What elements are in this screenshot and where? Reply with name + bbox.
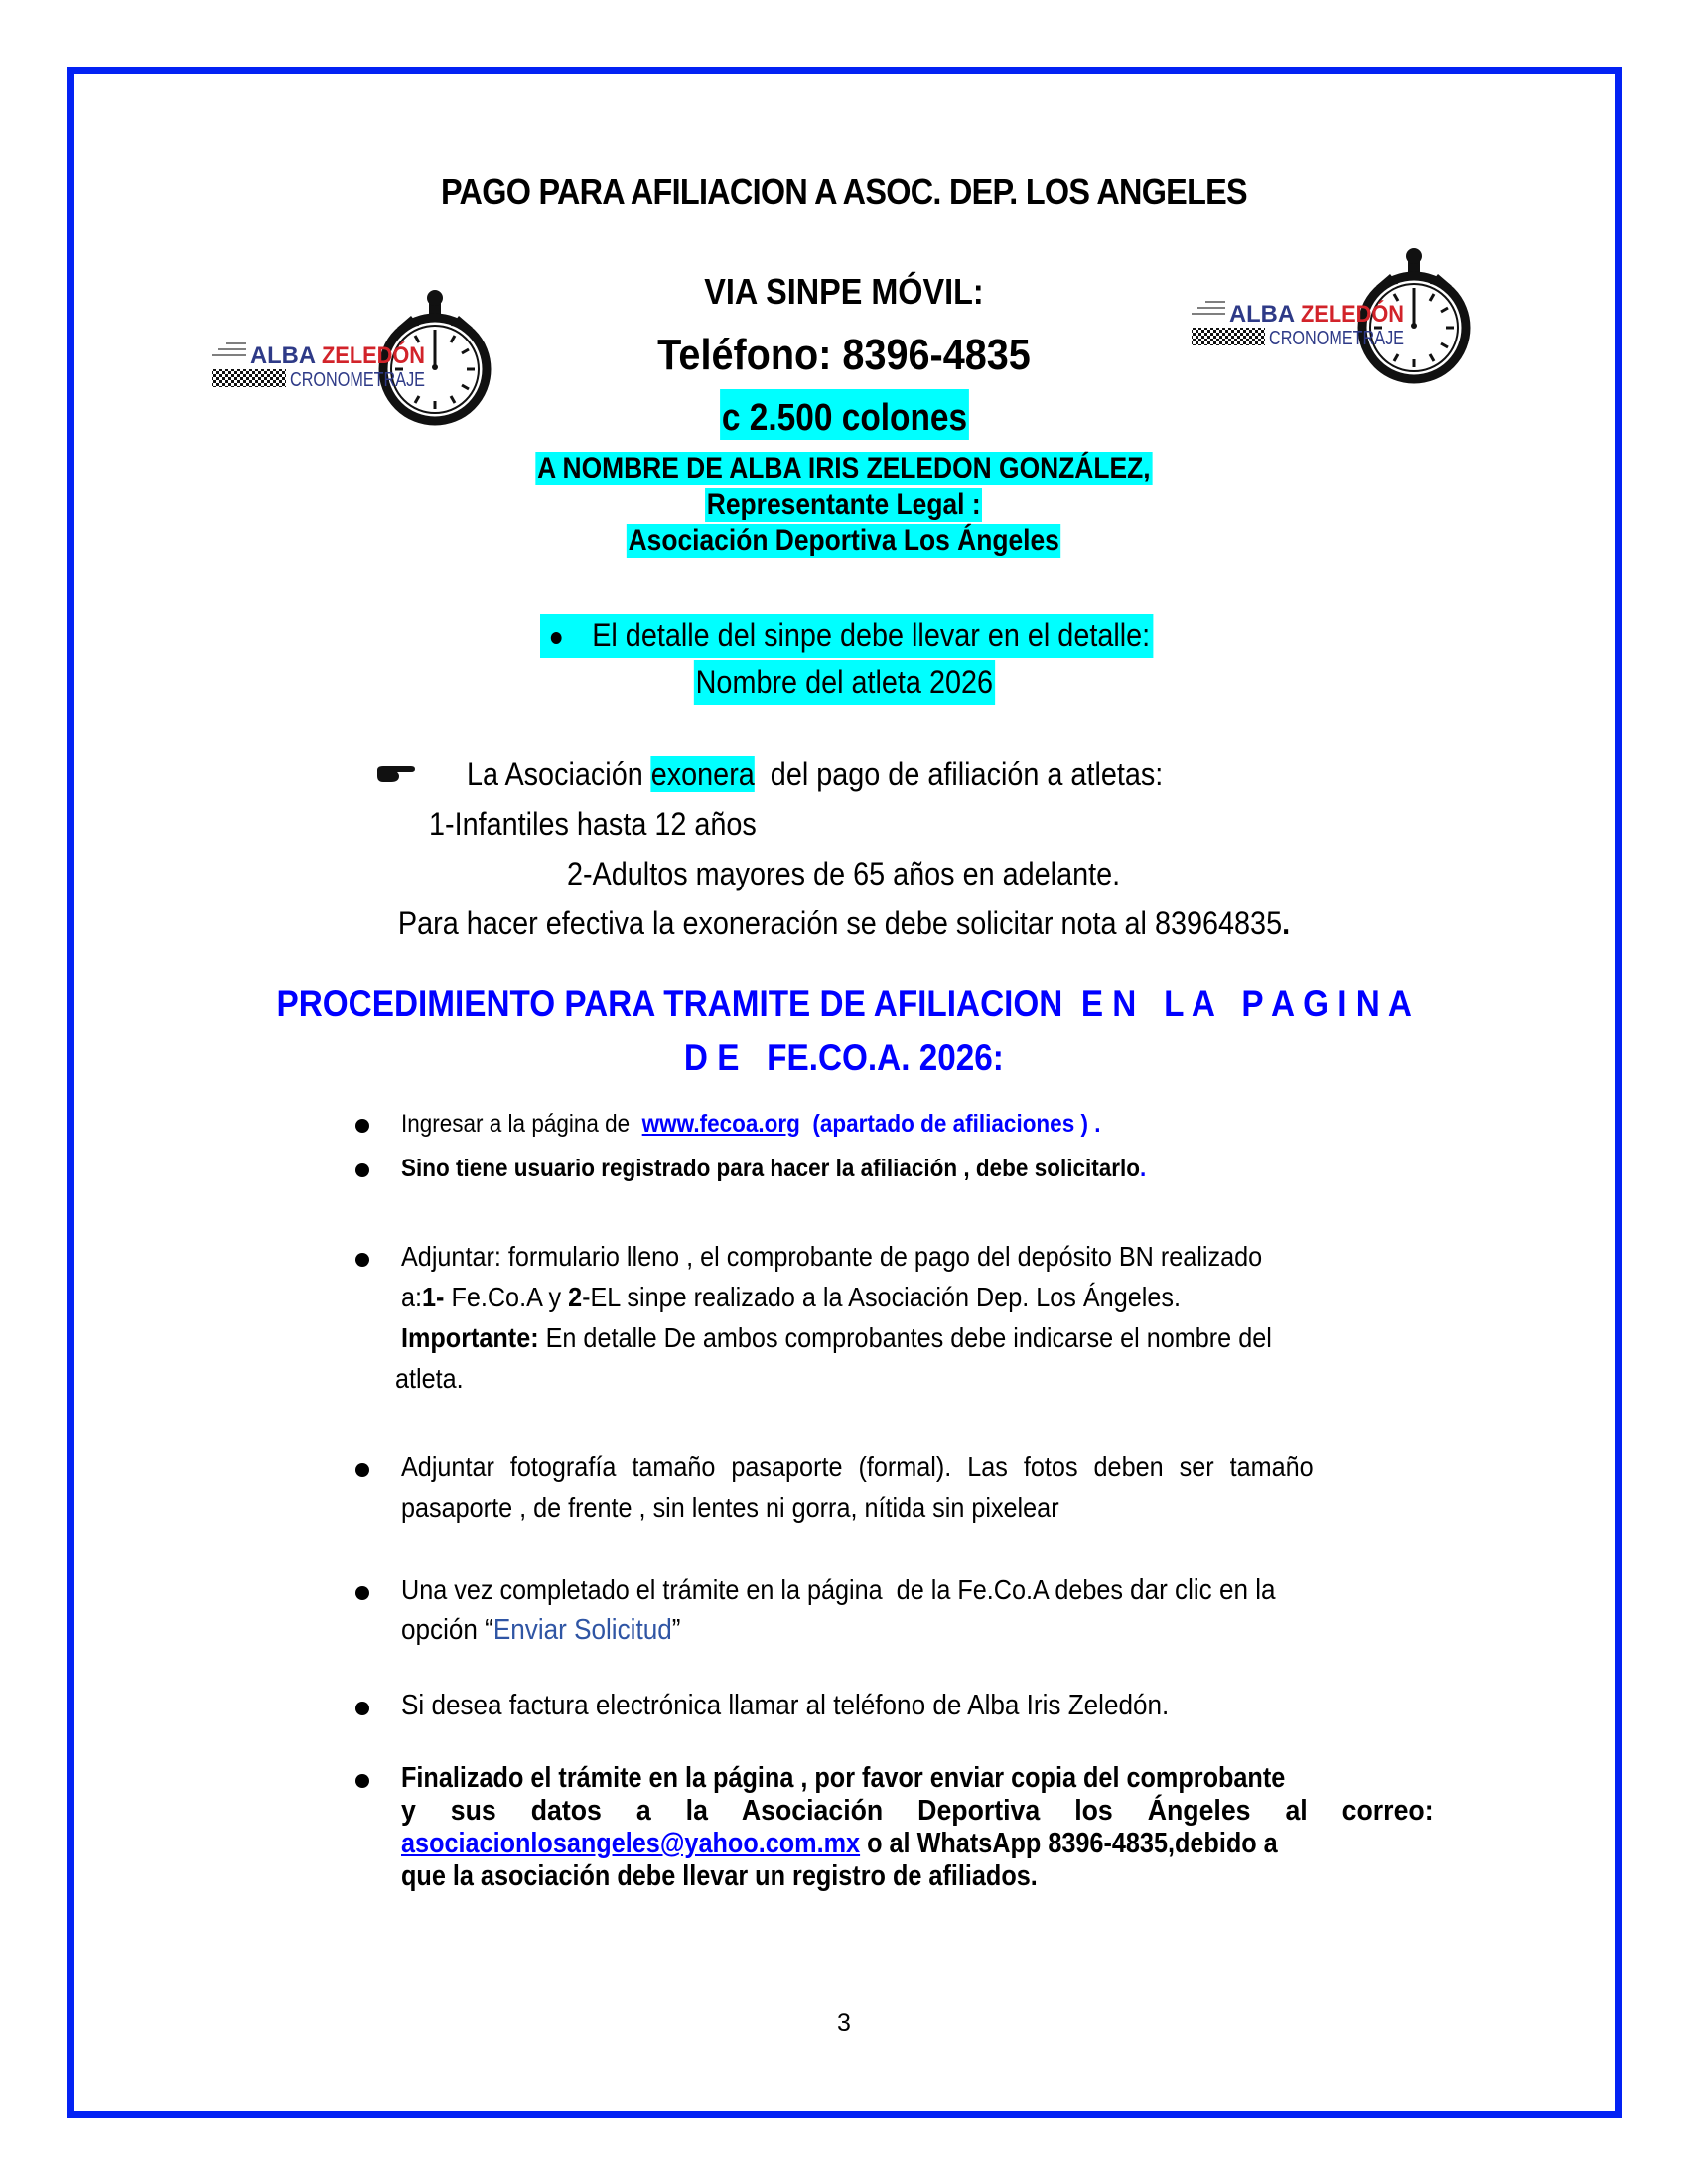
step-4-line-2 [401, 1492, 1132, 1524]
detail-line-2: Nombre del atleta 2026 [694, 660, 995, 705]
step-3-a: a: [401, 1282, 423, 1312]
bullet-icon [355, 1586, 369, 1600]
bullet-icon [355, 1702, 369, 1715]
procedure-heading-line-1 [0, 983, 1688, 1024]
step-2-end: . [1139, 1155, 1147, 1182]
exoneration-note-end: . [1282, 905, 1291, 941]
association-name-text: Asociación Deportiva Los Ángeles [628, 524, 1060, 557]
step-7-line-2 [401, 1795, 1434, 1828]
step-3-e: -EL sinpe realizado a la Asociación Dep. Los Ángeles. [582, 1282, 1181, 1312]
logo-text-alba: ALBA [250, 342, 316, 369]
logo-text-zeledon: ZELEDÓN [322, 342, 436, 369]
step-5-click-text: dar clic en la [1130, 1574, 1276, 1606]
step-7-line-2-text: y sus datos a la Asociación Deportiva los Ángeles al correo: [401, 1795, 1434, 1827]
step-5-option: opción “ [401, 1614, 493, 1646]
step-3-important-label: Importante: [401, 1322, 539, 1353]
step-6 [401, 1690, 1254, 1722]
exoneration-item-1-text: 1-Infantiles hasta 12 años [429, 806, 757, 842]
exoneration-note [0, 905, 1688, 942]
step-4-line-1-text: Adjuntar fotografía tamaño pasaporte (formal). Las fotos deben ser tamaño [401, 1451, 1314, 1482]
procedure-heading-line-2-text: D E FE.CO.A. 2026: [683, 1037, 1005, 1078]
step-3-line-2 [401, 1282, 1267, 1313]
exoneration-intro [467, 756, 1240, 793]
step-7-line-4 [401, 1860, 1133, 1893]
amount [0, 389, 1688, 440]
fecoa-link[interactable]: www.fecoa.org [641, 1110, 800, 1138]
step-3-c: Fe.Co.A y [444, 1282, 569, 1312]
detail-instruction [540, 614, 1221, 658]
bullet-icon [355, 1163, 369, 1177]
step-7-line-4-text: que la asociación debe llevar un registro de afiliados. [401, 1860, 1038, 1892]
exoneration-item-2 [0, 856, 1688, 892]
bullet-icon [355, 1253, 369, 1267]
step-4-line-2-text: pasaporte , de frente , sin lentes ni gorra, nítida sin pixelear [401, 1492, 1059, 1523]
bullet-icon [355, 1774, 369, 1788]
step-3-line-3 [401, 1322, 1368, 1354]
step-1-text: Ingresar a la página de [401, 1110, 642, 1138]
logo-text-zeledon: ZELEDÓN [1301, 301, 1415, 328]
exoneration-item-1 [429, 806, 792, 843]
exoneration-highlight: exonera [650, 756, 755, 792]
step-3-b: 1- [422, 1282, 445, 1312]
step-2 [401, 1155, 1229, 1183]
step-3-line-4-text: atleta. [395, 1363, 464, 1394]
bullet-icon [355, 1463, 369, 1477]
exoneration-post: del pago de afiliación a atletas: [754, 756, 1164, 792]
step-7-line-3 [401, 1828, 1409, 1860]
payment-method: VIA SINPE MÓVIL: [704, 271, 984, 312]
account-holder [0, 452, 1688, 485]
page-number: 3 [837, 2009, 851, 2037]
legal-representative-text: Representante Legal : [707, 488, 981, 521]
pointing-hand-icon [375, 762, 415, 786]
bullet-icon [355, 1119, 369, 1133]
step-5-line-1 [401, 1574, 1372, 1607]
step-6-text: Si desea factura electrónica llamar al teléfono de Alba Iris Zeledón. [401, 1690, 1170, 1721]
step-3-line-1 [401, 1241, 1357, 1273]
enviar-solicitud-label: Enviar Solicitud [492, 1614, 672, 1646]
amount-text: c 2.500 colones [720, 389, 969, 440]
step-2-text: Sino tiene usuario registrado para hacer la afiliación , debe solicitarlo [401, 1155, 1140, 1182]
step-5-quote-end: ” [671, 1614, 681, 1646]
exoneration-note-text: Para hacer efectiva la exoneración se debe solicitar nota al 83964835 [397, 905, 1283, 941]
step-4-line-1 [401, 1451, 1481, 1483]
step-3-line-1-text: Adjuntar: formulario lleno , el comprobante de pago del depósito BN realizado [401, 1241, 1263, 1272]
procedure-heading-line-1-text: PROCEDIMIENTO PARA TRAMITE DE AFILIACION E N L A P A G I N A [276, 983, 1412, 1024]
page-title: PAGO PARA AFILIACION A ASOC. DEP. LOS ANGELES [441, 171, 1247, 211]
procedure-heading-line-2 [0, 1037, 1688, 1079]
step-3-important-text: En detalle De ambos comprobantes debe indicarse el nombre del [538, 1322, 1272, 1353]
phone-number: Teléfono: 8396-4835 [657, 331, 1031, 379]
step-7-whatsapp: o al WhatsApp 8396-4835,debido a [860, 1828, 1278, 1859]
exoneration-item-2-text: 2-Adultos mayores de 65 años en adelante. [567, 856, 1121, 891]
exoneration-pre: La Asociación [467, 756, 651, 792]
association-name [0, 524, 1688, 558]
detail-line-2-wrap [0, 660, 1688, 705]
logo-text-alba: ALBA [1229, 301, 1295, 328]
step-1-note: (apartado de afiliaciones ) . [799, 1110, 1101, 1138]
email-link[interactable]: asociacionlosangeles@yahoo.com.mx [401, 1828, 861, 1859]
step-5-text: Una vez completado el trámite en la página de la Fe.Co.A debes [401, 1574, 1131, 1605]
detail-line-1: El detalle del sinpe debe llevar en el detalle: [592, 617, 1151, 653]
logo-text-cronometraje: CRONOMETRAJE [1269, 328, 1404, 349]
account-holder-text: A NOMBRE DE ALBA IRIS ZELEDON GONZÁLEZ, [537, 452, 1151, 484]
step-7-line-1 [401, 1762, 1417, 1795]
step-7-line-1-text: Finalizado el trámite en la página , por favor enviar copia del comprobante [401, 1762, 1286, 1794]
step-3-d: 2 [568, 1282, 583, 1312]
step-5-line-2 [401, 1614, 712, 1647]
legal-representative [0, 488, 1688, 522]
step-3-line-4 [395, 1363, 471, 1395]
logo-text-cronometraje: CRONOMETRAJE [290, 369, 425, 391]
bullet-icon [551, 632, 562, 644]
step-1 [401, 1110, 1179, 1139]
